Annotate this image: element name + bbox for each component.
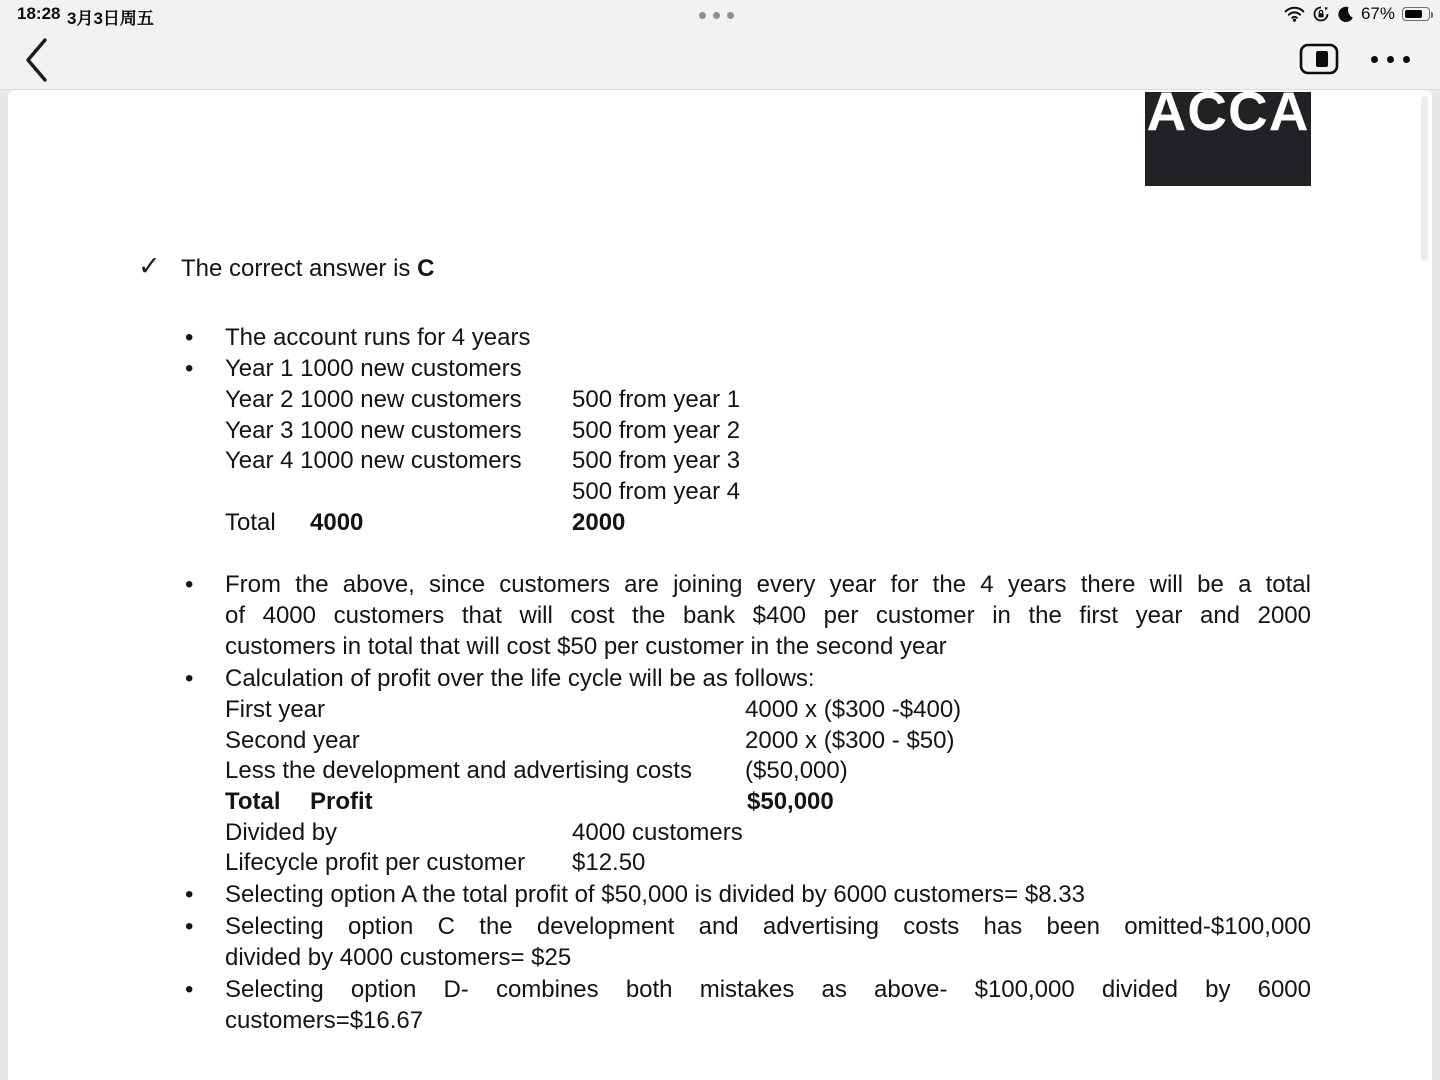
calc-divided-value: 4000 customers: [572, 819, 743, 846]
option-a-text: Selecting option A the total profit of $50,000 is divided by 6000 customers= $8.33: [225, 881, 1085, 908]
option-c-text: [225, 911, 1311, 973]
more-options-button[interactable]: [1369, 44, 1412, 74]
bullet-icon: •: [185, 665, 194, 692]
calc-divided-label: Divided by: [225, 819, 338, 846]
total-new-customers: 4000: [310, 509, 364, 536]
status-bar: [0, 0, 1440, 28]
year-row-right: 500 from year 1: [572, 386, 741, 413]
bullet-account-runs: The account runs for 4 years: [225, 324, 531, 351]
bullet-icon: •: [185, 913, 194, 940]
total-retained-customers: 2000: [572, 509, 626, 536]
year-row-left: Year 3 1000 new customers: [225, 417, 522, 444]
option-c-line: Selecting option C the development and advertising costs has been omitted-$100,000: [225, 913, 1311, 940]
bullet-icon: •: [185, 976, 194, 1003]
calc-lifecycle-label: Lifecycle profit per customer: [225, 849, 526, 876]
paragraph-line: of 4000 customers that will cost the bank $400 per customer in the first year and 2000: [225, 602, 1311, 629]
answer-letter: C: [417, 255, 435, 282]
do-not-disturb-moon-icon: [1337, 6, 1354, 23]
total-label: Total: [225, 509, 276, 536]
calc-first-year-label: First year: [225, 696, 326, 723]
year-row-right: 500 from year 2: [572, 417, 741, 444]
acca-logo: [1145, 92, 1311, 186]
wifi-icon: [1284, 6, 1305, 22]
multitasking-handle-icon[interactable]: [699, 12, 734, 19]
bullet-icon: •: [185, 881, 194, 908]
calc-header: Calculation of profit over the life cycle will be as follows:: [225, 665, 815, 692]
toolbar-right: [1299, 28, 1412, 90]
year-row-right: 500 from year 4: [572, 478, 741, 505]
bullet-icon: •: [185, 571, 194, 598]
calc-second-year-value: 2000 x ($300 - $50): [745, 727, 955, 754]
option-d-text: [225, 974, 1311, 1036]
calc-total-value: $50,000: [747, 788, 834, 815]
check-icon: ✓: [138, 251, 161, 281]
paragraph-from-above: [225, 569, 1311, 662]
reader-view-button[interactable]: [1299, 43, 1339, 75]
calc-total-label: Total: [225, 788, 281, 815]
option-c-line: divided by 4000 customers= $25: [225, 944, 572, 971]
year-row-left: Year 4 1000 new customers: [225, 447, 522, 474]
bullet-icon: •: [185, 324, 194, 351]
option-d-line: Selecting option D- combines both mistakes as above- $100,000 divided by 6000: [225, 976, 1311, 1003]
option-d-line: customers=$16.67: [225, 1007, 424, 1034]
calc-lifecycle-value: $12.50: [572, 849, 646, 876]
date-label: 3月3日周五: [67, 9, 154, 28]
status-icons: [1284, 0, 1430, 28]
calc-less-label: Less the development and advertising costs: [225, 757, 692, 784]
battery-percent: 67%: [1360, 4, 1395, 23]
calc-total-label2: Profit: [310, 788, 373, 815]
document-page: [8, 90, 1432, 1080]
year-row-left: Year 2 1000 new customers: [225, 386, 522, 413]
paragraph-line: From the above, since customers are joining every year for the 4 years there will be a total: [225, 571, 1311, 598]
year-row-right: 500 from year 3: [572, 447, 741, 474]
bullet-icon: •: [185, 355, 194, 382]
year-row-left: Year 1 1000 new customers: [225, 355, 522, 382]
scrollbar-thumb[interactable]: [1421, 96, 1428, 261]
answer-prefix: The correct answer is: [181, 255, 418, 282]
paragraph-line: customers in total that will cost $50 per customer in the second year: [225, 633, 947, 660]
clock: 18:28: [17, 4, 61, 23]
calc-less-value: ($50,000): [745, 757, 848, 784]
acca-logo-text: ACCA: [1146, 92, 1310, 142]
battery-icon: [1402, 7, 1430, 21]
answer-line: [181, 253, 434, 284]
toolbar: [0, 28, 1440, 90]
calc-second-year-label: Second year: [225, 727, 360, 754]
orientation-lock-icon: [1312, 5, 1330, 23]
back-button[interactable]: [22, 37, 52, 83]
calc-first-year-value: 4000 x ($300 -$400): [745, 696, 962, 723]
